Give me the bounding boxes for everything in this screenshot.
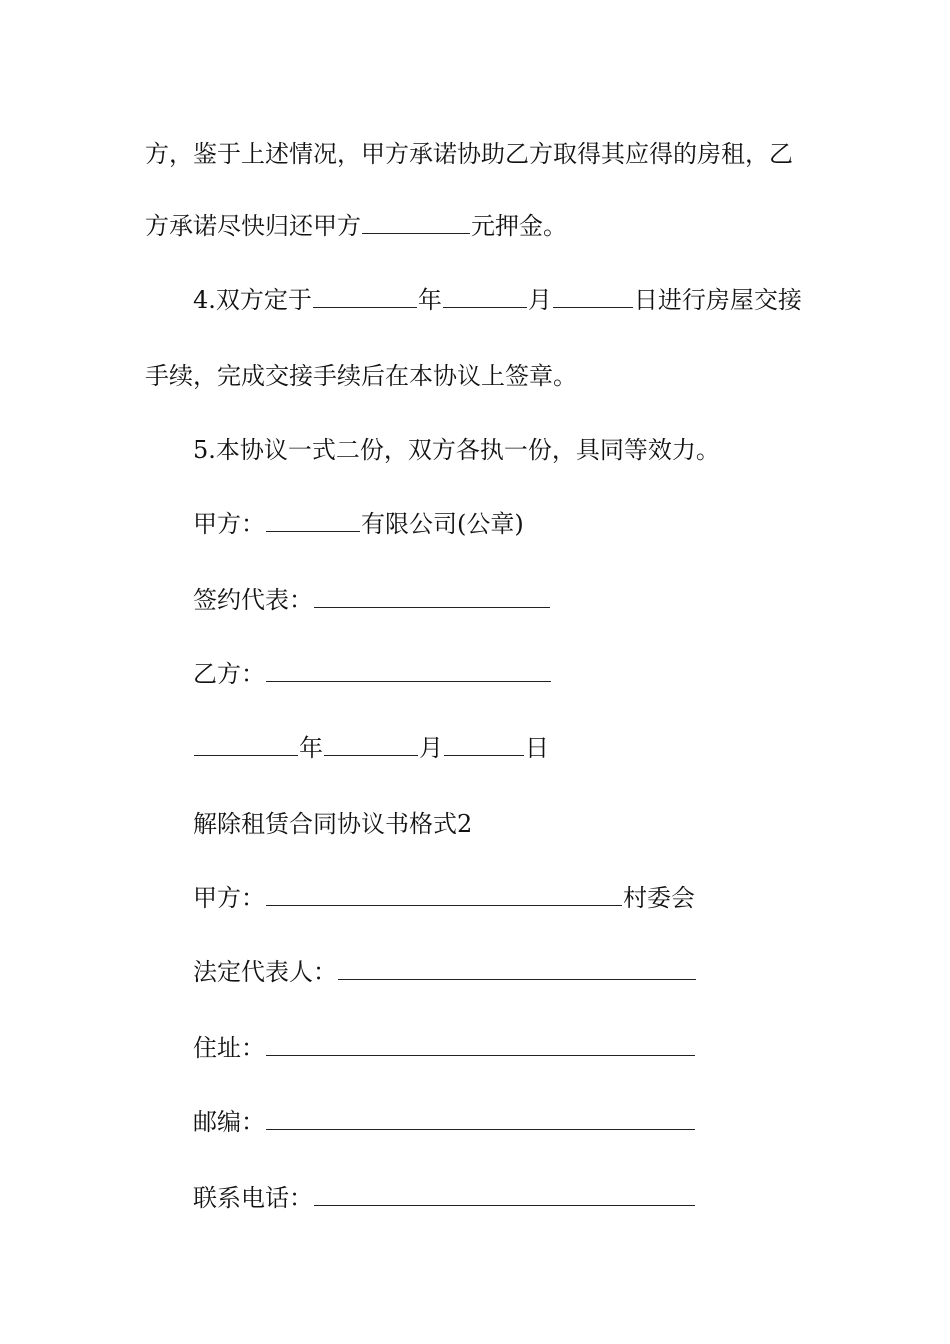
legal-rep-line [193,956,697,988]
field-label: 邮编： [193,1108,265,1136]
field-label: 签约代表： [193,586,313,614]
paragraph-text: 日进行房屋交接 [633,286,802,314]
legal-rep-blank [338,957,696,980]
paragraph-line-5 [193,434,720,466]
phone-line [193,1182,696,1214]
paragraph-text: 4.双方定于 [193,286,312,314]
paragraph-text: 月 [527,286,552,314]
address-line [193,1032,696,1064]
field-suffix: 有限公司(公章) [361,510,524,538]
date-month-blank [324,733,418,756]
field-label: 甲方： [193,510,265,538]
section-title [193,808,472,840]
field-label: 法定代表人： [193,958,337,986]
party-a-line [193,508,524,540]
signing-rep-line [193,584,551,616]
paragraph-text: 方，鉴于上述情况，甲方承诺协助乙方取得其应得的房租，乙 [145,140,793,168]
deposit-amount-blank [362,211,470,234]
field-label: 甲方： [193,884,265,912]
date-year-blank [194,733,298,756]
postcode-line [193,1106,696,1138]
paragraph-line-4 [145,360,577,392]
date-month-label: 月 [419,734,443,762]
company-name-blank [266,509,360,532]
village-name-blank [266,883,622,906]
handover-day-blank [553,285,633,308]
signing-rep-blank [314,585,550,608]
paragraph-line-2 [145,210,567,242]
handover-month-blank [443,285,527,308]
section2-party-a-line [193,882,695,914]
field-label: 联系电话： [193,1184,313,1212]
party-b-blank [266,659,551,682]
date-line [193,732,549,764]
phone-blank [314,1183,695,1206]
field-label: 住址： [193,1034,265,1062]
paragraph-text: 5.本协议一式二份，双方各执一份，具同等效力。 [193,436,720,464]
paragraph-text: 元押金。 [471,212,567,240]
field-label: 乙方： [193,660,265,688]
field-suffix: 村委会 [623,884,695,912]
date-year-label: 年 [299,734,323,762]
paragraph-line-1 [145,138,793,170]
date-day-label: 日 [525,734,549,762]
party-b-line [193,658,552,690]
handover-year-blank [313,285,417,308]
paragraph-text: 方承诺尽快归还甲方 [145,212,361,240]
date-day-blank [444,733,524,756]
address-blank [266,1033,695,1056]
paragraph-text: 手续，完成交接手续后在本协议上签章。 [145,362,577,390]
section-title-text: 解除租赁合同协议书格式2 [193,810,473,838]
paragraph-text: 年 [417,286,442,314]
postcode-blank [266,1107,695,1130]
paragraph-line-3 [193,284,802,316]
